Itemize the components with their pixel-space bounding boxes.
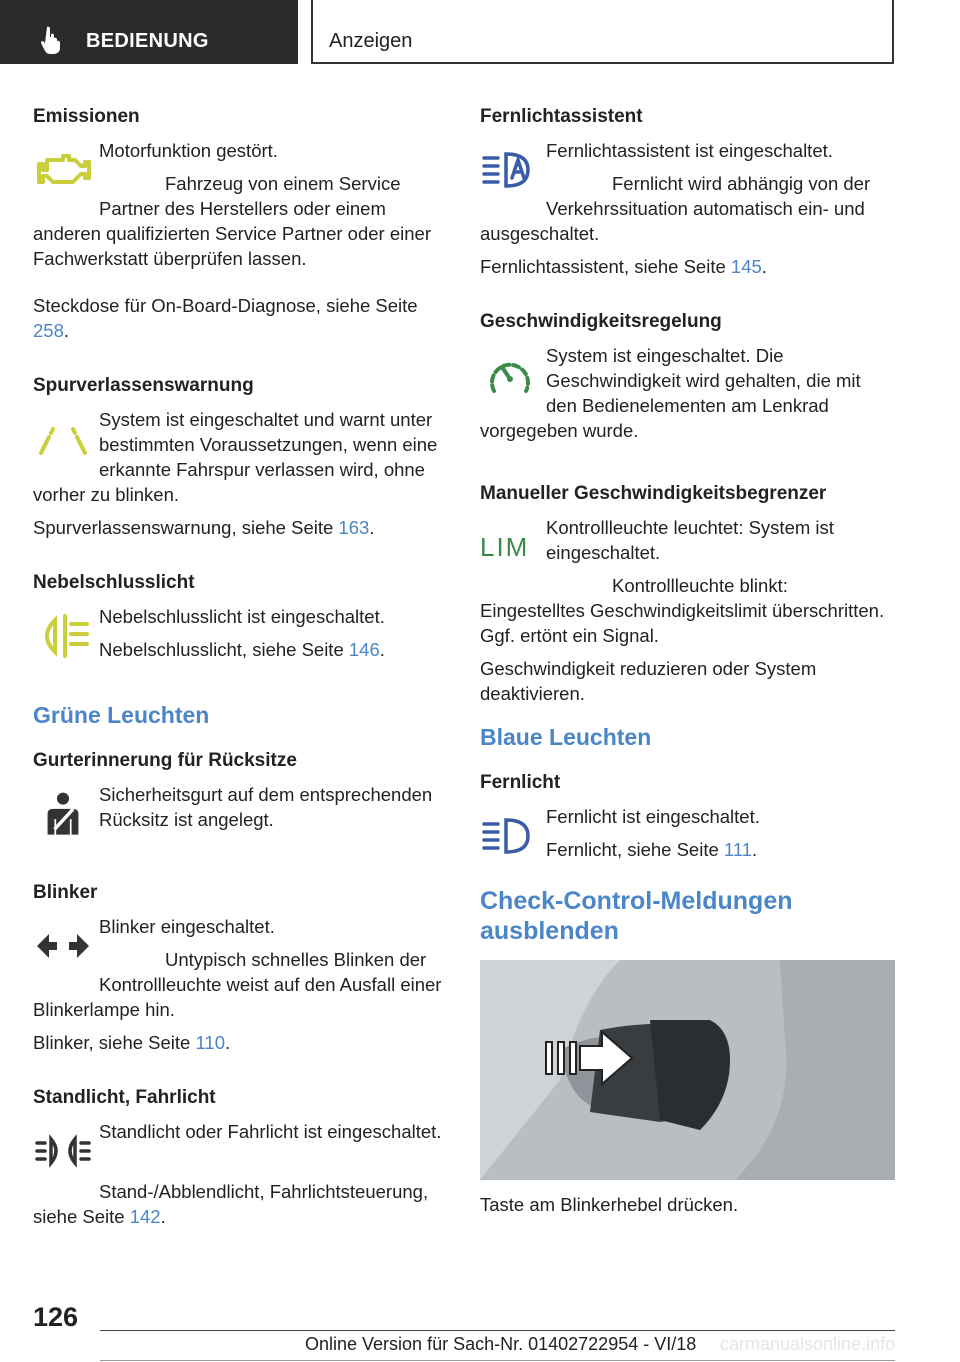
lane-departure-icon — [33, 415, 99, 463]
link-page-145[interactable]: 145 — [730, 256, 762, 277]
spur-text-2: Spurverlassenswarnung, siehe Seite 163. — [33, 517, 375, 538]
emissionen-text-3: Steckdose für On-Board-Diagnose, siehe Seite 258. — [33, 295, 418, 341]
fern-text-2: Fernlicht, siehe Seite 111. — [546, 839, 758, 860]
section-nebel — [33, 570, 447, 670]
section-fernlichtassistent — [480, 104, 895, 279]
fernass-text-1: Fernlichtassistent ist eingeschaltet. — [546, 140, 833, 161]
high-beam-assistant-icon — [480, 146, 546, 194]
section-emissionen — [33, 104, 447, 343]
heading-geschwindigkeitsregelung: Geschwindigkeitsregelung — [480, 311, 722, 332]
fernass-text-2: Fernlicht wird abhängig von der Verkehrssituation automatisch ein- und ausgeschaltet. — [480, 173, 871, 244]
spur-text-1: System ist eingeschaltet und warnt unter bestimmten Voraussetzungen, wenn eine erkannte Fahrspur verlassen wird, ohne vorher zu blinken. — [33, 409, 438, 505]
left-column — [33, 104, 447, 1259]
section-blinker — [33, 880, 447, 1055]
heading-check-control: Check-Control-Meldungen ausblenden — [480, 887, 793, 945]
emissionen-text-2: Fahrzeug von einem Service Partner des Herstellers oder einem anderen qualifizierten Service Partner oder einer Fachwerkstatt überprüfen lassen. — [33, 173, 431, 269]
heading-fernlichtassistent: Fernlichtassistent — [480, 106, 643, 127]
cruise-control-icon — [480, 351, 546, 399]
emissionen-text-1: Motorfunktion gestört. — [99, 140, 278, 161]
heading-blaue-leuchten: Blaue Leuchten — [480, 724, 652, 750]
section-geschwindigkeitsregelung — [480, 309, 895, 451]
link-page-258[interactable]: 258 — [33, 320, 64, 341]
hand-pointer-icon — [38, 24, 68, 54]
blinker-text-2: Untypisch schnelles Blinken der Kontrollleuchte weist auf den Ausfall einer Blinkerlampe hin. — [33, 949, 442, 1020]
footer-divider — [100, 1330, 895, 1331]
online-version-text: Online Version für Sach-Nr. 01402722954 - VI/18 — [305, 1334, 697, 1354]
speed-limiter-icon: LIM — [480, 532, 530, 562]
heading-gurt: Gurterinnerung für Rücksitze — [33, 750, 297, 771]
heading-blinker: Blinker — [33, 882, 98, 903]
fern-text-1: Fernlicht ist eingeschaltet. — [546, 806, 760, 827]
rear-fog-light-icon — [33, 612, 99, 660]
turn-signal-lever-photo — [480, 960, 895, 1180]
link-page-163[interactable]: 163 — [338, 517, 370, 538]
link-page-111[interactable]: 111 — [723, 839, 753, 860]
page-header — [0, 0, 960, 66]
turn-signal-icon — [33, 922, 99, 970]
section-gurt — [33, 748, 447, 850]
section-lim — [480, 481, 895, 706]
fernass-text-3: Fernlichtassistent, siehe Seite 145. — [480, 256, 767, 277]
stand-text-2: Stand-/Abblendlicht, Fahrlichtsteuerung, siehe Seite 142. — [33, 1181, 429, 1227]
chapter-tab — [311, 0, 894, 64]
heading-lim: Manueller Geschwindigkeitsbegrenzer — [480, 483, 827, 504]
heading-gruene-leuchten: Grüne Leuchten — [33, 702, 210, 728]
lim-text-2: Kontrollleuchte blinkt: Eingestelltes Geschwindigkeitslimit überschritten. Ggf. ertönt ein Signal. — [480, 575, 885, 646]
heading-spurverlassen: Spurverlassenswarnung — [33, 375, 254, 396]
high-beam-icon — [480, 812, 546, 860]
lim-text-3: Geschwindigkeit reduzieren oder System deaktivieren. — [480, 658, 817, 704]
section-fernlicht — [480, 770, 895, 870]
section-spurverlassen — [33, 373, 447, 540]
section-standlicht — [33, 1085, 447, 1229]
link-page-146[interactable]: 146 — [348, 639, 380, 660]
engine-warning-icon — [33, 146, 99, 194]
link-page-110[interactable]: 110 — [195, 1032, 225, 1053]
nebel-text-2: Nebelschlusslicht, siehe Seite 146. — [99, 639, 385, 660]
right-column — [480, 104, 895, 1225]
page-footer — [0, 1290, 960, 1362]
link-page-142[interactable]: 142 — [129, 1206, 161, 1227]
heading-fernlicht: Fernlicht — [480, 772, 561, 793]
blinker-text-3: Blinker, siehe Seite 110. — [33, 1032, 231, 1053]
parking-light-icon — [33, 1127, 99, 1175]
gurt-text-1: Sicherheitsgurt auf dem entsprechenden Rücksitz ist angelegt. — [99, 784, 433, 830]
page-number: 126 — [33, 1302, 79, 1332]
blinker-text-1: Blinker eingeschaltet. — [99, 916, 275, 937]
watermark: carmanualsonline.info — [720, 1334, 896, 1354]
section-tab — [0, 0, 298, 64]
footer-divider-2 — [100, 1360, 895, 1361]
photo-caption: Taste am Blinkerhebel drücken. — [480, 1194, 739, 1215]
chapter-label: Anzeigen — [329, 30, 413, 52]
nebel-text-1: Nebelschlusslicht ist eingeschaltet. — [99, 606, 385, 627]
section-label: BEDIENUNG — [86, 30, 209, 52]
lim-text-1: Kontrollleuchte leuchtet: System ist eingeschaltet. — [546, 517, 834, 563]
heading-standlicht: Standlicht, Fahrlicht — [33, 1087, 216, 1108]
seatbelt-icon — [33, 790, 99, 846]
heading-nebel: Nebelschlusslicht — [33, 572, 195, 593]
geschw-text-1: System ist eingeschaltet. Die Geschwindigkeit wird gehalten, die mit den Bedienelementen am Lenkrad vorgegeben wurde. — [480, 345, 861, 441]
heading-emissionen: Emissionen — [33, 106, 140, 127]
stand-text-1: Standlicht oder Fahrlicht ist eingeschaltet. — [99, 1121, 442, 1142]
